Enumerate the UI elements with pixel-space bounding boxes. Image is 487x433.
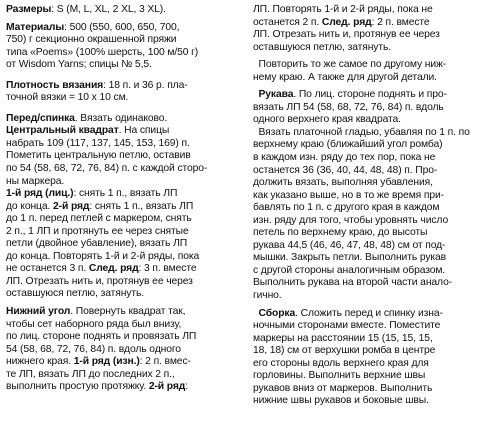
text-line <box>6 92 244 105</box>
text-line <box>253 177 483 190</box>
text-line <box>6 356 244 369</box>
text-span: Повторить то же самое по другому ниж- <box>253 59 447 71</box>
text-span: . Вязать одинаково. <box>74 112 168 124</box>
text-span: гично. <box>253 290 282 302</box>
text-span: от Wisdom Yarns; спицы № 5,5. <box>6 59 152 71</box>
text-span: : 500 (550, 600, 650, 700, <box>64 21 180 33</box>
right-column <box>253 4 483 408</box>
bold-heading: 1-й ряд (лиц.) <box>6 188 74 200</box>
text-line <box>6 238 244 251</box>
text-line <box>253 42 483 55</box>
text-span: набрать 109 (117, 137, 145, 153, 169) п. <box>6 137 190 149</box>
bold-heading: Сборка <box>258 307 296 319</box>
text-span: : S (M, L, XL, 2 XL, 3 XL). <box>51 4 166 15</box>
text-line <box>6 22 244 35</box>
text-line <box>253 240 483 253</box>
text-span: . По лиц. стороне поднять и про- <box>293 89 447 101</box>
text-span: нижнего края. <box>6 356 74 368</box>
bold-heading: Перед/спинка <box>6 112 75 124</box>
bold-heading: Нижний угол <box>6 306 71 318</box>
text-line <box>6 188 244 201</box>
repeat-section <box>253 59 483 84</box>
text-line <box>253 127 483 140</box>
text-span: : 18 п. и 36 р. пла- <box>103 79 188 91</box>
text-line <box>253 59 483 72</box>
text-span: оставшуюся петлю, затянуть. <box>253 41 391 53</box>
text-span: не останется 3 п. <box>6 263 89 275</box>
text-line <box>253 358 483 371</box>
front-back-section <box>6 113 244 301</box>
text-span: в каждом изн. ряду до тех пор, пока не <box>253 152 436 164</box>
text-span: должить вязать, выполняя убавления, <box>253 177 433 189</box>
text-span: : снять 1 п., вязать ЛП <box>73 188 178 200</box>
text-span: с другой стороны аналогичным образом. <box>253 264 446 276</box>
text-span: выполнить простую протяжку. <box>6 381 149 393</box>
text-line <box>253 215 483 228</box>
text-span: изн. ряду для того, чтобы уровнять число <box>253 214 449 226</box>
text-line <box>253 395 483 408</box>
text-span: петель по верхнему краю, до высоты <box>253 227 428 239</box>
text-line <box>253 190 483 203</box>
text-span: ны маркера. <box>6 175 65 187</box>
bold-heading: След. ряд <box>88 263 139 275</box>
text-line <box>6 288 244 301</box>
materials-section <box>6 22 244 72</box>
text-span: . На спицы <box>118 125 170 137</box>
text-line <box>253 370 483 383</box>
bold-heading: След. ряд <box>321 16 372 28</box>
text-span: ЛП. Отрезать нить и, протянув ее через <box>6 275 193 287</box>
text-span: те ЛП, вязать ЛП до последних 2 п., <box>6 368 175 380</box>
text-span: точной вязки = 10 х 10 см. <box>6 92 129 104</box>
text-span: 750) г секционно окрашенной пряжи <box>6 34 177 46</box>
text-span: петли (двойное убавление), вязать ЛП <box>6 238 188 250</box>
text-span: : <box>185 381 188 393</box>
text-span: : 2 п. вместе <box>371 16 430 28</box>
text-line <box>6 306 244 319</box>
text-line <box>253 277 483 290</box>
sizes-section <box>6 4 244 17</box>
left-column <box>6 4 244 394</box>
text-line <box>6 331 244 344</box>
text-line <box>253 227 483 240</box>
bold-heading: Материалы <box>6 21 65 33</box>
text-line <box>253 89 483 102</box>
text-line <box>6 4 244 17</box>
text-line <box>6 163 244 176</box>
text-span: Пометить центральную петлю, оставив <box>6 150 191 162</box>
text-line <box>253 102 483 115</box>
bold-heading: 2-й ряд <box>53 200 90 212</box>
text-line <box>253 139 483 152</box>
text-line <box>6 263 244 276</box>
text-line <box>253 320 483 333</box>
text-line <box>253 308 483 321</box>
bold-heading: Рукава <box>258 89 294 101</box>
text-span: рукава 44,5 (46, 46, 47, 48, 48) см от под- <box>253 239 446 251</box>
bold-heading: Плотность вязания <box>6 79 104 91</box>
text-line <box>253 29 483 42</box>
lower-corner-section <box>6 306 244 394</box>
text-line <box>253 290 483 303</box>
text-line <box>253 4 483 17</box>
text-span: нему краю. А также для другой детали. <box>253 71 437 83</box>
text-span: 18, 18) см от верхушки ромба в центре <box>253 345 436 357</box>
text-span: вязать ЛП 54 (58, 68, 72, 76, 84) п. вдоль <box>253 101 444 113</box>
text-span: одного верхнего края квадрата. <box>253 114 401 126</box>
text-span: рукавов вниз от маркеров. Выполнить <box>253 382 433 394</box>
bold-heading: Размеры <box>6 4 52 15</box>
text-span: оставшуюся петлю, затянуть. <box>6 288 144 300</box>
text-span: его стороны вдоль верхнего края для <box>253 357 429 369</box>
text-line <box>6 59 244 72</box>
text-span: нижние швы рукавов и боковые швы. <box>253 395 429 407</box>
text-span: горловины. Выполнить верхние швы <box>253 370 426 382</box>
bold-heading: 2-й ряд <box>148 381 186 393</box>
text-span: маркеры на расстоянии 15 (15, 15, 15, <box>253 332 433 344</box>
assembly-section <box>253 308 483 408</box>
text-line <box>6 201 244 214</box>
text-span: ЛП. Отрезать нить и, протянув ее через <box>253 29 440 41</box>
text-line <box>6 381 244 394</box>
text-line <box>253 152 483 165</box>
text-line <box>6 176 244 189</box>
text-span: типа «Poems» (100% шерсть, 100 м/50 г) <box>6 46 199 58</box>
text-span: до конца. <box>6 200 53 212</box>
text-span: бавлять по 1 п. с другого края в каждом <box>253 202 440 214</box>
text-line <box>6 113 244 126</box>
text-span: Выполнить рукава на второй части анало- <box>253 277 453 289</box>
text-line <box>253 333 483 346</box>
text-span: . Повернуть квадрат так, <box>70 306 186 318</box>
text-line <box>6 369 244 382</box>
text-span: : 2 п. вмес- <box>139 356 191 368</box>
text-span: до конца. Повторять 1-й и 2-й ряды, пока <box>6 250 200 262</box>
sleeve-section <box>253 89 483 302</box>
text-span: останется 36 (36, 40, 44, 48, 48) п. Про- <box>253 164 438 176</box>
text-span: Вязать платочной гладью, убавляя по 1 п. по <box>253 126 470 138</box>
text-line <box>253 252 483 265</box>
text-span: мышки. Закрыть петли. Выполнить рукав <box>253 252 447 264</box>
text-span: 54 (58, 68, 72, 76, 84) п. вдоль одного <box>6 343 181 355</box>
text-line <box>253 72 483 85</box>
text-line <box>6 344 244 357</box>
text-line <box>6 150 244 163</box>
text-line <box>6 251 244 264</box>
text-span: : снять 1 п., вязать ЛП <box>89 200 194 212</box>
text-span: по 54 (58, 68, 72, 76, 84) п. с каждой сторо- <box>6 163 208 175</box>
text-span: останется 2 п. <box>253 16 322 28</box>
text-span: по лиц. стороне поднять и провязать ЛП <box>6 331 197 343</box>
text-line <box>6 138 244 151</box>
text-line <box>253 202 483 215</box>
text-line <box>6 213 244 226</box>
text-line <box>6 47 244 60</box>
text-span: ЛП. Повторять 1-й и 2-й ряды, пока не <box>253 4 433 15</box>
gauge-section <box>6 80 244 105</box>
text-line <box>253 345 483 358</box>
text-line <box>253 165 483 178</box>
text-span: . Сложить перед и спинку изна- <box>295 307 443 319</box>
text-line <box>6 319 244 332</box>
text-line <box>253 383 483 396</box>
text-span: верхнему краю (ближайший угол ромба) <box>253 139 443 151</box>
text-line <box>6 226 244 239</box>
text-line <box>6 125 244 138</box>
text-line <box>253 265 483 278</box>
text-line <box>253 114 483 127</box>
text-line <box>253 17 483 30</box>
bold-heading: Центральный квадрат <box>6 125 119 137</box>
text-line <box>6 276 244 289</box>
text-span: до 1 п. перед петлей с маркером, снять <box>6 213 192 225</box>
continue-section <box>253 4 483 54</box>
text-line <box>6 34 244 47</box>
text-span: : 3 п. вместе <box>138 263 197 275</box>
bold-heading: 1-й ряд (изн.) <box>73 356 140 368</box>
text-span: ночными сторонами вместе. Поместите <box>253 320 441 332</box>
text-span: чтобы сет наборного ряда был внизу, <box>6 318 182 330</box>
text-line <box>6 80 244 93</box>
text-span: 2 п., 1 ЛП и протянуть ее через снятые <box>6 225 189 237</box>
text-span: как указано выше, но в то же время при- <box>253 189 445 201</box>
